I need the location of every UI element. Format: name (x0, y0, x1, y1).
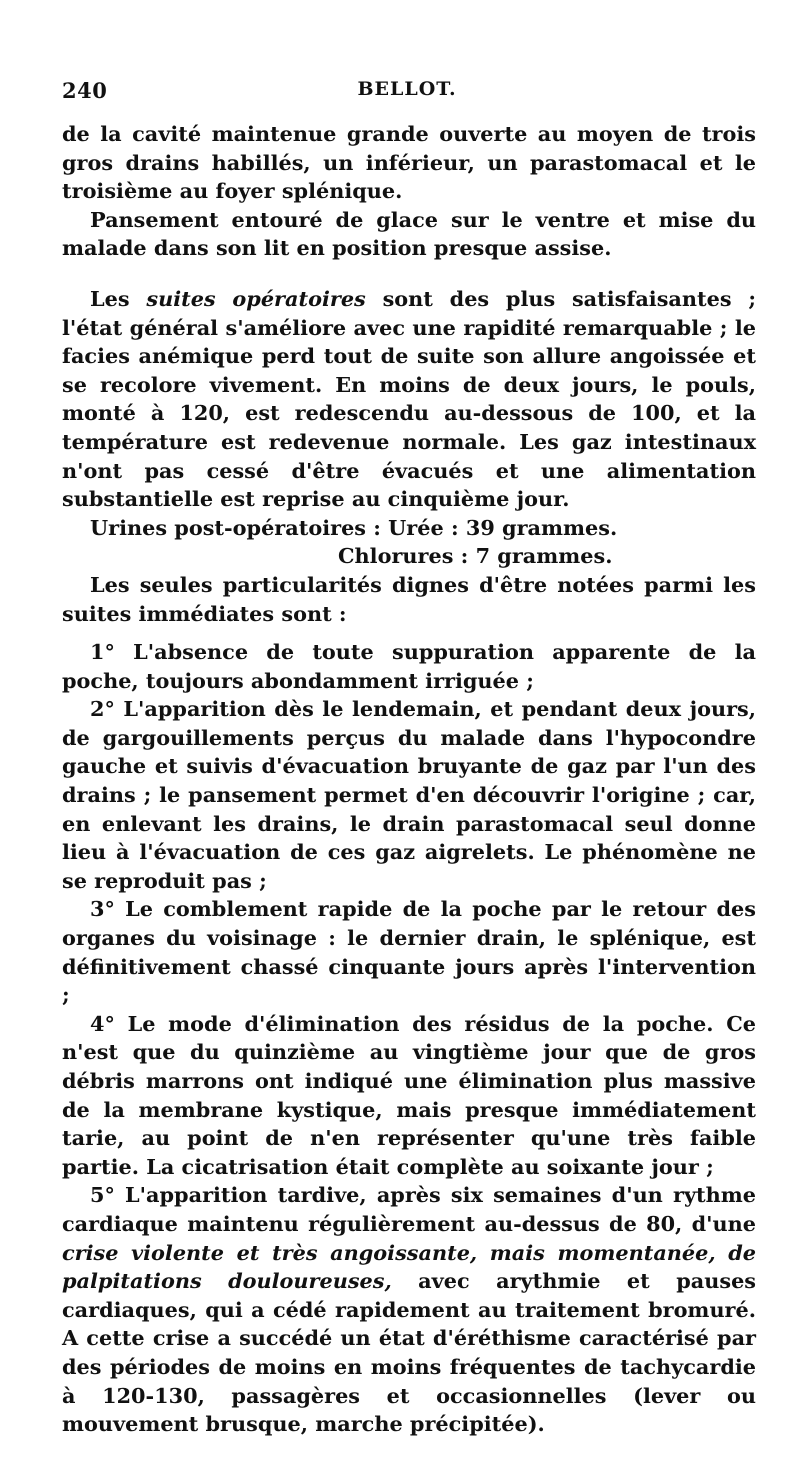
paragraph-chlorures: Chlorures : 7 grammes. (338, 543, 613, 569)
paragraph-continuation: de la cavité maintenue grande ouverte au moyen de trois gros drains habillés, un inférieur, un parastomacal et le troisième au foyer splénique. (62, 121, 756, 204)
paragraph-suites-operatoires (62, 285, 756, 514)
list-item-5 (62, 1181, 756, 1438)
italic-phrase: crise violente et très angoissante, mais momentanée, de palpitations douloureuses, (62, 1239, 756, 1294)
list-item-2: 2° L'apparition dès le lendemain, et pendant deux jours, de gargouillements perçus du malade dans l'hypocondre gauche et suivis d'évacuation bruyante de gaz par l'un des drains ; le pansement permet d'en découvrir l'origine ; car, en enlevant les drains, le drain parastomacal seul donne lieu à l'évacuation de ces gaz aigrelets. Le phénomène ne se reproduit pas ; (62, 696, 756, 893)
list-item-3: 3° Le comblement rapide de la poche par le retour des organes du voisinage : le dernier drain, le splénique, est définitivement chassé cinquante jours après l'intervention ; (62, 896, 756, 1008)
page-header (62, 78, 752, 108)
running-head: BELLOT. (357, 78, 457, 100)
italic-phrase: suites opératoires (146, 285, 366, 311)
list-item-4: 4° Le mode d'élimination des résidus de la poche. Ce n'est que du quinzième au vingtième jour que de gros débris marrons ont indiqué une élimination plus massive de la membrane kystique, mais presque immédiatement tarie, au point de n'en représenter qu'une très faible partie. La cicatrisation était complète au soixante jour ; (62, 1010, 756, 1179)
paragraph-particularites: Les seules particularités dignes d'être notées parmi les suites immédiates sont : (62, 571, 756, 626)
paragraph-pansement: Pansement entouré de glace sur le ventre et mise du malade dans son lit en position presque assise. (62, 206, 756, 261)
text-segment: Les (90, 285, 147, 311)
list-item-1: 1° L'absence de toute suppuration apparente de la poche, toujours abondamment irriguée ; (62, 639, 756, 693)
text-segment: 5° L'apparition tardive, après six semaines d'un rythme cardiaque maintenu régulièrement au-dessus de 80, d'une (62, 1182, 756, 1236)
text-segment: avec arythmie et pauses cardiaques, qui a cédé rapidement au traitement bromuré. A cette crise a succédé un état d'éréthisme caractérisé par des périodes de moins en moins fréquentes de tachycardie à 120-130, passagères et occasionnelles (lever ou mouvement brusque, marche précipitée). (62, 1268, 757, 1437)
page-number: 240 (62, 78, 108, 103)
page-body (62, 120, 756, 1439)
paragraph-urines: Urines post-opératoires : Urée : 39 grammes. (90, 514, 618, 540)
text-segment: sont des plus satisfaisantes ; l'état général s'améliore avec une rapidité remarquable ; le facies anémique perd tout de suite son allure angoissée et se recolore vivement. En moins de deux jours, le pouls, monté à 120, est redescendu au-dessous de 100, et la température est redevenue normale. Les gaz intestinaux n'ont pas cessé d'être évacués et une alimentation substantielle est reprise au cinquième jour. (62, 285, 757, 512)
